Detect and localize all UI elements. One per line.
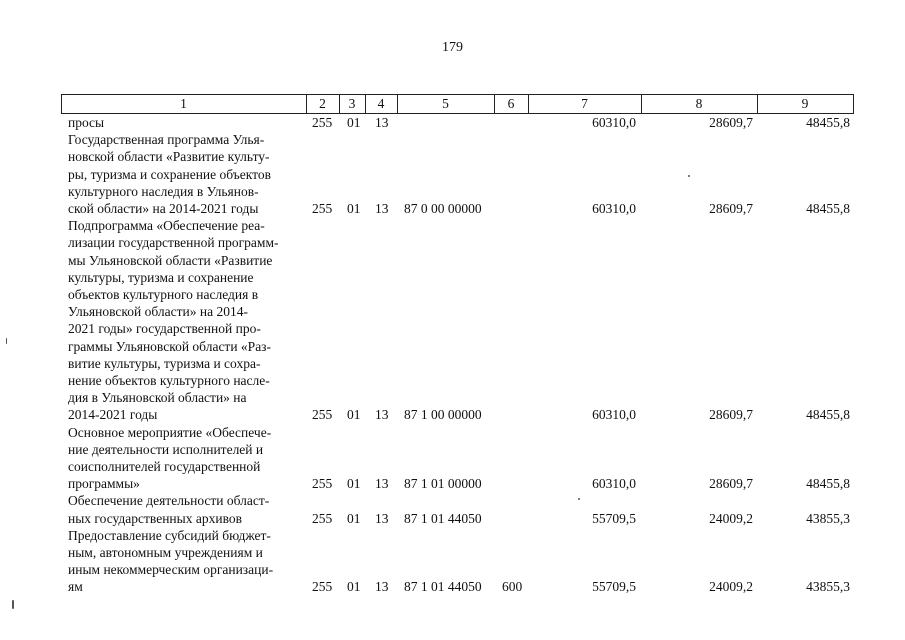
header-col-9: 9 [801, 96, 809, 111]
cell-c7: 60310,0 [592, 407, 636, 423]
table-row [0, 527, 905, 596]
row-name-line: лизации государственной программ- [68, 235, 279, 251]
row-name-line: нение объектов культурного насле- [68, 373, 270, 389]
cell-c5: 87 1 01 44050 [404, 510, 482, 526]
row-name-line: Ульяновской области» на 2014- [68, 304, 248, 320]
cell-c3: 01 [347, 510, 361, 526]
header-col-8: 8 [695, 96, 703, 111]
cell-c4: 13 [375, 407, 389, 423]
row-name-line: культурного наследия в Ульянов- [68, 183, 259, 199]
header-col-1: 1 [180, 96, 187, 111]
row-name-line: соисполнителей государственной [68, 459, 261, 474]
row-name-line: ным, автономным учреждениям и [68, 545, 263, 560]
row-name-line: Подпрограмма «Обеспечение реа- [68, 218, 265, 234]
header-col-7: 7 [581, 96, 588, 111]
row-name-line: программы» [68, 476, 140, 492]
row-name-line: новской области «Развитие культу- [68, 149, 270, 165]
scan-speck [578, 498, 580, 500]
cell-c2: 255 [312, 200, 333, 216]
page-number: 179 [442, 40, 463, 55]
row-name [68, 131, 304, 217]
row-name-line: витие культуры, туризма и сохра- [68, 355, 261, 371]
row-name-line: 2021 годы» государственной про- [68, 321, 261, 337]
cell-c2: 255 [312, 407, 333, 423]
cell-c4: 13 [375, 510, 389, 526]
cell-c9: 48455,8 [806, 476, 850, 492]
row-name [68, 527, 304, 596]
cell-c3: 01 [347, 476, 361, 492]
table-row [0, 131, 905, 217]
row-name-line: культуры, туризма и сохранение [68, 269, 254, 285]
row-name-line: Основное мероприятие «Обеспече- [68, 424, 272, 440]
table-row [0, 424, 905, 493]
cell-c4: 13 [375, 115, 389, 130]
cell-c9: 43855,3 [806, 579, 850, 595]
row-name-line: граммы Ульяновской области «Раз- [68, 338, 272, 354]
table-row [0, 114, 905, 131]
cell-c3: 01 [347, 579, 361, 595]
cell-c3: 01 [347, 200, 361, 216]
row-name-line: Предоставление субсидий бюджет- [68, 527, 271, 543]
header-col-6: 6 [507, 96, 515, 111]
row-name-line: Обеспечение деятельности област- [68, 493, 270, 509]
table-row [0, 492, 905, 526]
cell-c2: 255 [312, 476, 333, 492]
row-name-line: объектов культурного наследия в [68, 287, 259, 302]
header-divider [853, 94, 854, 114]
cell-c7: 60310,0 [592, 200, 636, 216]
row-name [68, 424, 304, 493]
scan-speck [12, 600, 14, 609]
header-col-2: 2 [319, 96, 326, 111]
cell-c5: 87 1 01 00000 [404, 476, 482, 492]
row-name [68, 217, 304, 423]
cell-c2: 255 [312, 115, 333, 130]
cell-c8: 28609,7 [709, 476, 753, 492]
row-name-line: ям [68, 579, 83, 595]
cell-c9: 48455,8 [806, 115, 850, 130]
scan-speck [688, 175, 690, 177]
cell-c3: 01 [347, 407, 361, 423]
row-name [68, 492, 304, 526]
row-name-line: мы Ульяновской области «Развитие [68, 252, 273, 268]
row-name-line: ных государственных архивов [68, 510, 242, 526]
cell-c9: 48455,8 [806, 407, 850, 423]
cell-c8: 28609,7 [709, 200, 753, 216]
cell-c9: 43855,3 [806, 510, 850, 526]
cell-c9: 48455,8 [806, 200, 850, 216]
cell-c6: 600 [502, 579, 523, 595]
cell-c5: 87 1 00 00000 [404, 407, 482, 423]
row-name-line: просы [68, 115, 105, 130]
cell-c8: 24009,2 [709, 579, 753, 595]
row-name-line: дия в Ульяновской области» на [68, 390, 247, 406]
row-name-line: ры, туризма и сохранение объектов [68, 166, 271, 182]
cell-c8: 28609,7 [709, 407, 753, 423]
row-name-line: Государственная программа Улья- [68, 132, 265, 148]
cell-c4: 13 [375, 200, 389, 216]
row-name-line: 2014-2021 годы [68, 407, 158, 423]
row-name [68, 114, 304, 131]
header-col-5: 5 [442, 96, 449, 111]
header-col-3: 3 [348, 96, 356, 111]
cell-c2: 255 [312, 510, 333, 526]
cell-c3: 01 [347, 115, 361, 130]
cell-c4: 13 [375, 579, 389, 595]
cell-c4: 13 [375, 476, 389, 492]
row-name-line: ние деятельности исполнителей и [68, 441, 264, 457]
row-name-line: иным некоммерческим организаци- [68, 562, 274, 578]
cell-c7: 55709,5 [592, 510, 636, 526]
cell-c2: 255 [312, 579, 333, 595]
cell-c5: 87 1 01 44050 [404, 579, 482, 595]
cell-c7: 60310,0 [592, 115, 636, 130]
cell-c8: 24009,2 [709, 510, 753, 526]
header-col-4: 4 [377, 96, 385, 111]
cell-c7: 60310,0 [592, 476, 636, 492]
cell-c8: 28609,7 [709, 115, 753, 130]
table-row [0, 217, 905, 423]
scan-speck [6, 338, 7, 344]
cell-c5: 87 0 00 00000 [404, 200, 482, 216]
row-name-line: ской области» на 2014-2021 годы [68, 201, 259, 216]
cell-c7: 55709,5 [592, 579, 636, 595]
